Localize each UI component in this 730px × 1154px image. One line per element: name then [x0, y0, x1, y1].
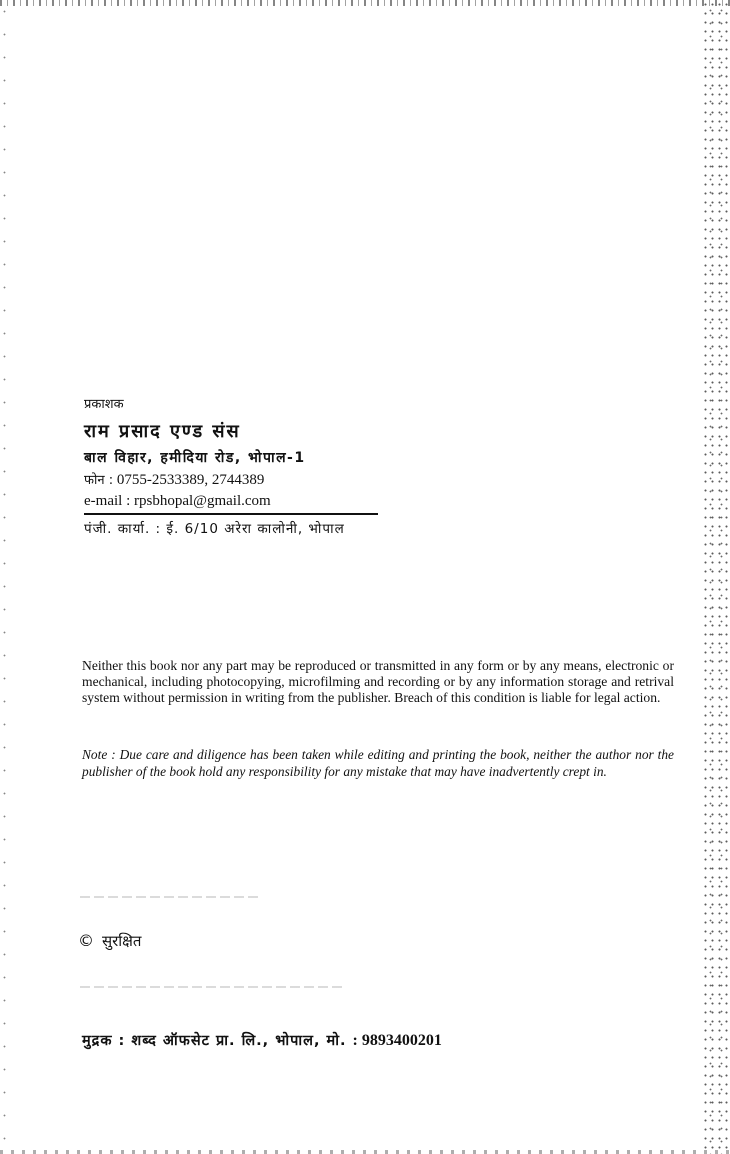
copyright-line [78, 930, 141, 952]
email-address: rpsbhopal@gmail.com [133, 493, 271, 509]
faint-print-line [80, 896, 260, 898]
scan-noise-top [0, 0, 730, 6]
scan-noise-left [0, 0, 10, 1154]
phone-numbers: 0755-2533389, 2744389 [116, 472, 265, 488]
email-label: e-mail : [84, 493, 131, 509]
publisher-email [84, 491, 384, 512]
publisher-address: बाल विहार, हमीदिया रोड, भोपाल-1 [84, 450, 306, 466]
publisher-label: प्रकाशक [84, 397, 124, 412]
printer-phone: : 9893400201 [352, 1032, 442, 1049]
publisher-block [84, 396, 384, 539]
printer-line [82, 1030, 442, 1052]
rights-notice: Neither this book nor any part may be reproduced or transmitted in any form or by any means, electronic or mechanical, including photocopying, microfilming and recording or by any information storage and retrival system without permission in writing from the publisher. Breach of this condition is liable for legal action. [82, 658, 674, 705]
divider-rule [84, 513, 378, 515]
publisher-phone [84, 470, 384, 491]
faint-print-line [80, 986, 342, 988]
publisher-name: राम प्रसाद एण्ड संस [84, 421, 241, 442]
copyright-icon: © [78, 931, 94, 950]
scan-noise-right [702, 0, 730, 1154]
scan-noise-bottom [0, 1150, 730, 1154]
copyright-text: सुरक्षित [102, 932, 142, 950]
disclaimer-note: Note : Due care and diligence has been taken while editing and printing the book, neither the author nor the publisher of the book hold any responsibility for any mistake that may have inadvertently crept in. [82, 747, 674, 779]
registered-office: पंजी. कार्या. : ई. 6/10 अरेरा कालोनी, भोपाल [84, 521, 345, 537]
phone-label: फोन : [84, 473, 114, 488]
printer-label: मुद्रक : शब्द ऑफसेट प्रा. लि., भोपाल, मो. [82, 1033, 347, 1049]
